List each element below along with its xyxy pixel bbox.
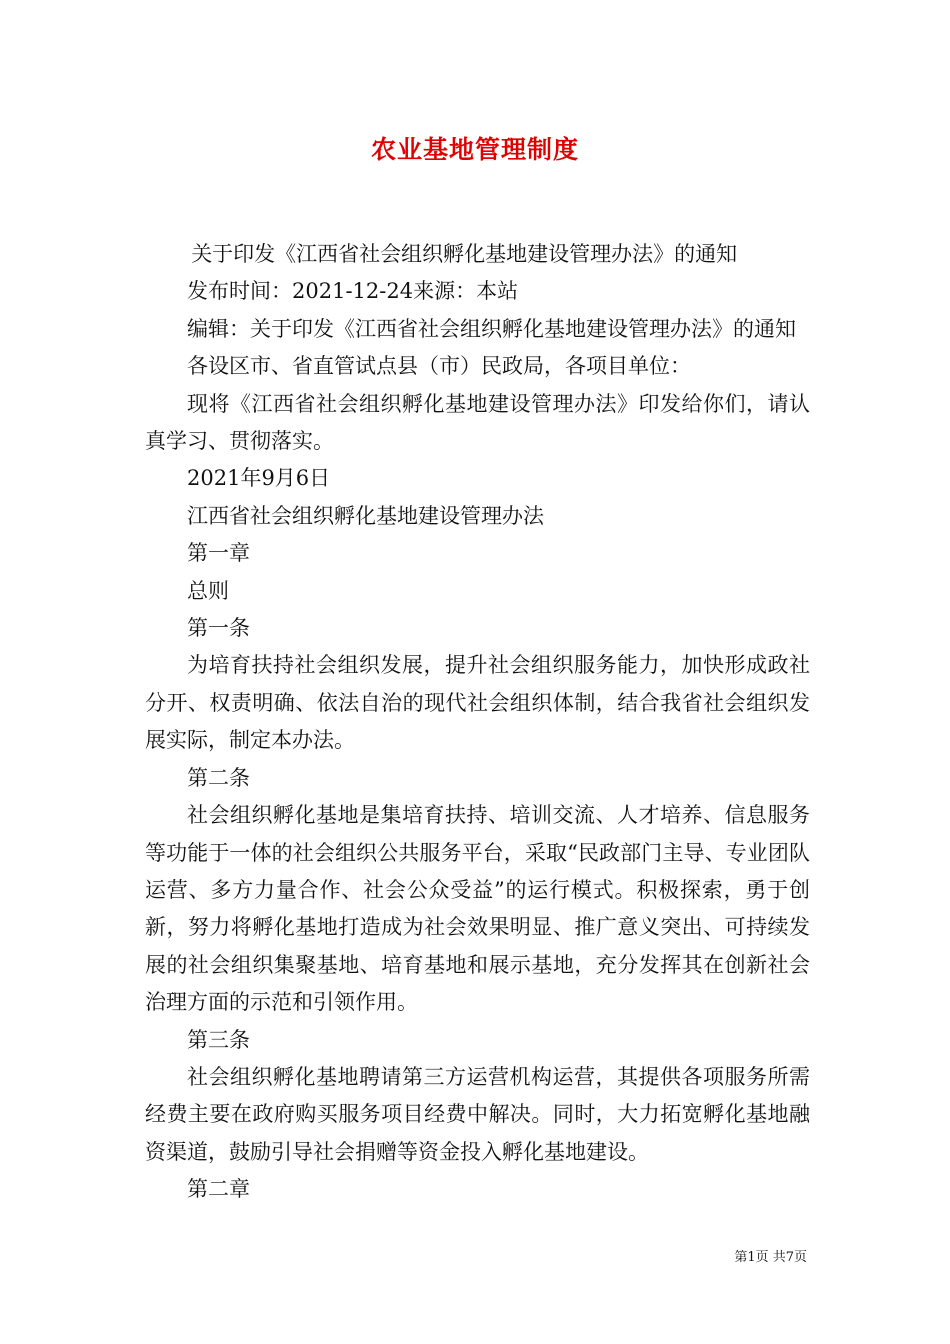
paragraph-editor: 编辑：关于印发《江西省社会组织孵化基地建设管理办法》的通知: [187, 316, 796, 341]
paragraph-publish-time: 发布时间：2021-12-24来源：本站: [187, 279, 519, 304]
paragraph-article-2-text: 社会组织孵化基地是集培育扶持、培训交流、人才培养、信息服务等功能于一体的社会组织公共服务平台，采取“民政部门主导、专业团队运营、多方力量合作、社会公众受益”的运行模式。积极探索，勇于创新，努力将孵化基地打造成为社会效果明显、推广意义突出、可持续发展的社会组织集聚基地、培育基地和展示基地，充分发挥其在创新社会治理方面的示范和引领作用。: [145, 803, 810, 1015]
paragraph-article-3-text: 社会组织孵化基地聘请第三方运营机构运营，其提供各项服务所需经费主要在政府购买服务项目经费中解决。同时，大力拓宽孵化基地融资渠道，鼓励引导社会捐赠等资金投入孵化基地建设。: [145, 1064, 810, 1164]
paragraph-article-3: 第三条: [187, 1027, 250, 1052]
paragraph-chapter-2: 第二章: [187, 1177, 250, 1202]
paragraph-recipients: 各设区市、省直管试点县（市）民政局，各项目单位：: [187, 354, 691, 379]
paragraph-notice-body: 现将《江西省社会组织孵化基地建设管理办法》印发给你们，请认真学习、贯彻落实。: [145, 391, 810, 454]
paragraph-chapter-1: 第一章: [187, 541, 250, 566]
paragraph-measures-title: 江西省社会组织孵化基地建设管理办法: [187, 503, 544, 528]
paragraph-general-provisions: 总则: [187, 578, 229, 603]
document-body: [145, 236, 810, 1209]
page-number: 第1页 共7页: [734, 1250, 807, 1265]
paragraph-article-1: 第一条: [187, 616, 250, 641]
paragraph-article-2: 第二条: [187, 765, 250, 790]
paragraph-notice-title: 关于印发《江西省社会组织孵化基地建设管理办法》的通知: [191, 242, 738, 266]
paragraph-article-1-text: 为培育扶持社会组织发展，提升社会组织服务能力，加快形成政社分开、权责明确、依法自治的现代社会组织体制，结合我省社会组织发展实际，制定本办法。: [145, 653, 810, 753]
paragraph-date: 2021年9月6日: [187, 466, 331, 491]
document-title: 农业基地管理制度: [370, 135, 579, 164]
